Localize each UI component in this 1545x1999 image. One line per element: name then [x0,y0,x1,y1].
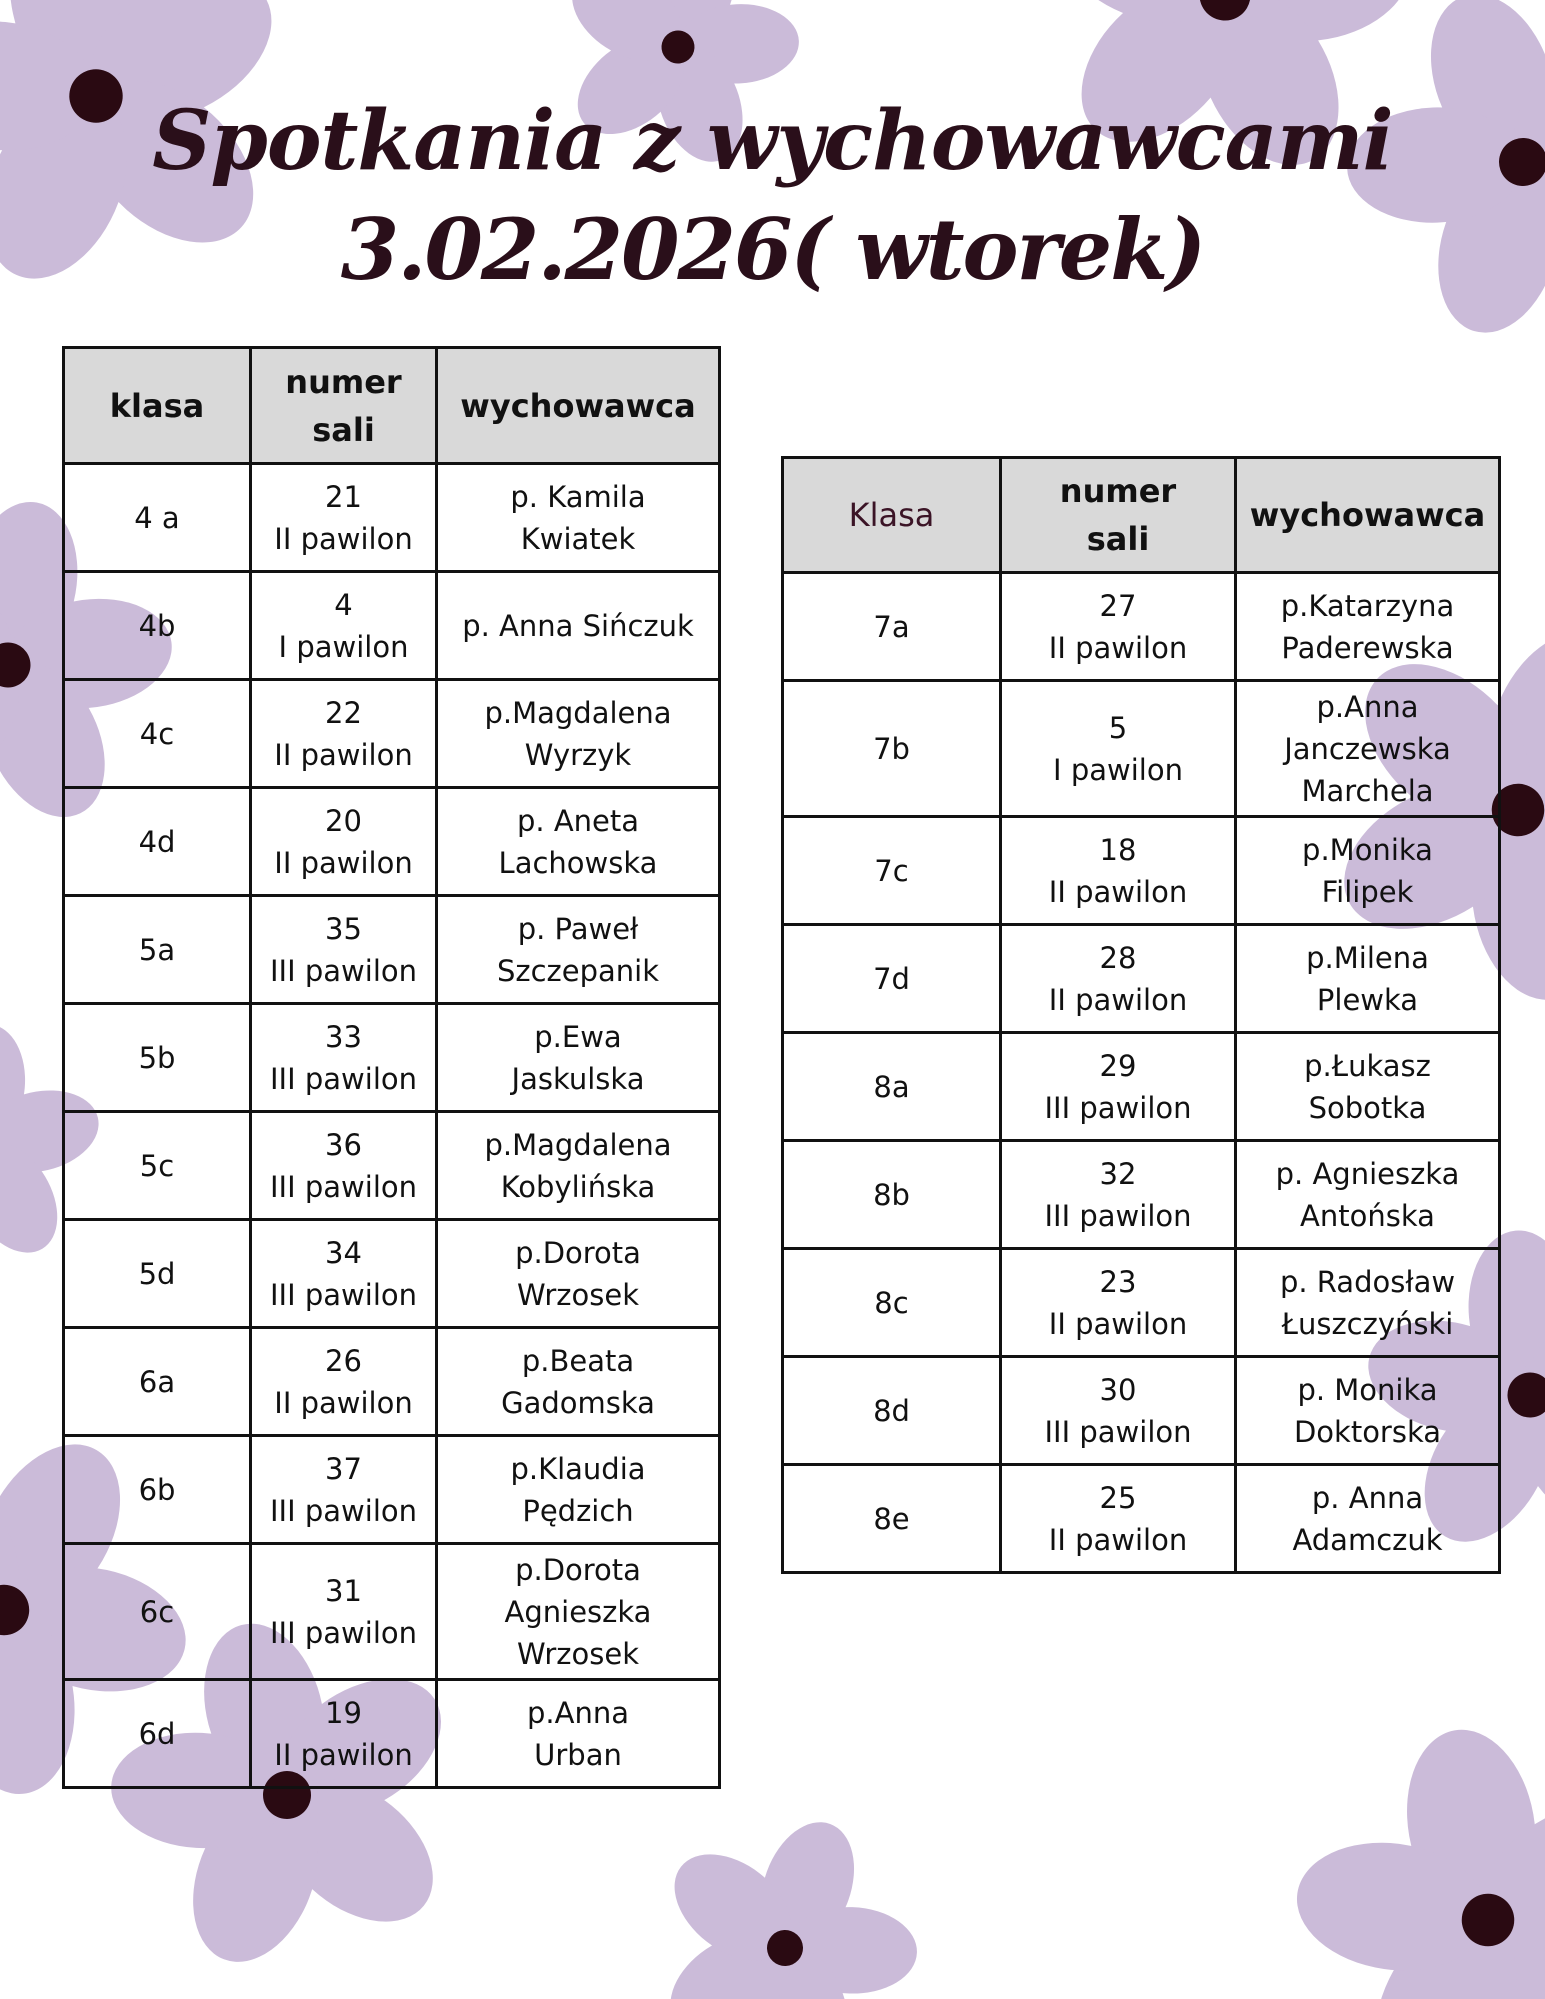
teacher-name-line: p. Monika [1297,1372,1438,1407]
pavilion-label: II pawilon [1048,1306,1188,1341]
teacher-name-line: p. Radosław [1279,1264,1456,1299]
table-row [64,896,720,1004]
table-row [64,788,720,896]
schedule-table-left [62,346,721,1789]
table-row [783,1357,1500,1465]
teacher-name-line: p. Anna [1311,1480,1424,1515]
teacher-name-line: Plewka [1316,982,1419,1017]
teacher-name-line: Łuszczyński [1281,1306,1454,1341]
column-header-wychowawca: wychowawca [1236,458,1500,573]
pavilion-label: II pawilon [1048,982,1188,1017]
cell-numer-sali [251,1328,437,1436]
teacher-name-line: p. Paweł [517,911,639,946]
table-row [64,1328,720,1436]
room-number: 31 [325,1573,362,1608]
table-row [783,1249,1500,1357]
pavilion-label: II pawilon [1048,630,1188,665]
page-subtitle-date: 3.02.2026( wtorek) [340,200,1205,299]
column-header-klasa: Klasa [783,458,1001,573]
cell-wychowawca [437,1112,720,1220]
pavilion-label: II pawilon [1048,1522,1188,1557]
cell-numer-sali [251,1436,437,1544]
teacher-name-line: p.Katarzyna [1280,588,1455,623]
pavilion-label: III pawilon [269,1169,417,1204]
teacher-name-line: Adamczuk [1292,1522,1443,1557]
pavilion-label: III pawilon [1044,1414,1192,1449]
cell-wychowawca [437,680,720,788]
cell-klasa: 7b [783,681,1001,817]
cell-klasa: 8e [783,1465,1001,1573]
pavilion-label: II pawilon [1048,874,1188,909]
cell-numer-sali [251,896,437,1004]
teacher-name-line: Jaskulska [511,1061,645,1096]
flower-icon [1255,1695,1545,1999]
cell-wychowawca [437,1544,720,1680]
teacher-name-line: Pędzich [522,1493,634,1528]
cell-numer-sali [1001,1141,1236,1249]
table-row [783,925,1500,1033]
table-body [64,464,720,1788]
column-header-numer-sali: numer sali [1001,458,1236,573]
table-header-row [783,458,1500,573]
cell-numer-sali [1001,1465,1236,1573]
pavilion-label: II pawilon [274,1737,413,1772]
teacher-name-line: Wrzosek [516,1277,639,1312]
room-number: 18 [1099,832,1137,867]
teacher-name-line: Lachowska [498,845,658,880]
teacher-name-line: Urban [534,1737,622,1772]
cell-wychowawca [1236,1465,1500,1573]
cell-wychowawca [437,1220,720,1328]
cell-wychowawca [437,1004,720,1112]
teacher-name-line: p.Beata [521,1343,635,1378]
table-row [64,572,720,680]
cell-numer-sali [1001,681,1236,817]
cell-klasa: 6c [64,1544,251,1680]
cell-numer-sali [251,680,437,788]
teacher-name-line: p.Klaudia [510,1451,646,1486]
cell-wychowawca [1236,573,1500,681]
teacher-name-line: p. Kamila [510,479,646,514]
room-number: 36 [325,1127,362,1162]
schedule-table-right [781,456,1501,1574]
table-row [64,1544,720,1680]
cell-numer-sali [1001,817,1236,925]
teacher-name-line: Kobylińska [500,1169,656,1204]
cell-numer-sali [1001,1033,1236,1141]
room-number: 37 [325,1451,362,1486]
cell-wychowawca [437,464,720,572]
cell-klasa: 5a [64,896,251,1004]
cell-wychowawca [1236,1249,1500,1357]
pavilion-label: III pawilon [269,953,417,988]
cell-numer-sali [1001,573,1236,681]
cell-klasa: 4c [64,680,251,788]
cell-wychowawca [1236,817,1500,925]
column-header-numer-sali: numer sali [251,348,437,464]
room-number: 22 [325,695,362,730]
room-number: 19 [325,1695,362,1730]
pavilion-label: I pawilon [1053,752,1183,787]
cell-klasa: 4 a [64,464,251,572]
table-row [783,1033,1500,1141]
teacher-name-line: p. Agnieszka [1275,1156,1460,1191]
table-header-row [64,348,720,464]
teacher-name-line: p.Ewa [534,1019,622,1054]
cell-numer-sali [251,788,437,896]
room-number: 26 [325,1343,362,1378]
cell-klasa: 5d [64,1220,251,1328]
column-header-wychowawca: wychowawca [437,348,720,464]
teacher-name-line: p.Dorota [515,1552,641,1587]
table-row [64,680,720,788]
cell-wychowawca [437,1680,720,1788]
table-row [783,1141,1500,1249]
cell-wychowawca [437,1436,720,1544]
pavilion-label: I pawilon [278,629,409,664]
flower-icon [609,1776,960,1999]
cell-wychowawca [437,1328,720,1436]
cell-numer-sali [251,464,437,572]
room-number: 20 [325,803,362,838]
cell-wychowawca [437,572,720,680]
teacher-name-line: p.Magdalena [484,1127,672,1162]
teacher-name-line: Doktorska [1293,1414,1442,1449]
cell-klasa: 8b [783,1141,1001,1249]
cell-numer-sali [1001,925,1236,1033]
room-number: 21 [325,479,362,514]
teacher-name-line: p.Anna [1316,689,1419,724]
cell-klasa: 4d [64,788,251,896]
teacher-name-line: Marchela [1301,773,1434,808]
pavilion-label: II pawilon [274,1385,413,1420]
room-number: 33 [325,1019,362,1054]
cell-numer-sali [251,1004,437,1112]
room-number: 5 [1108,710,1128,745]
teacher-name-line: p.Dorota [515,1235,641,1270]
teacher-name-line: Sobotka [1308,1090,1427,1125]
pavilion-label: III pawilon [269,1493,417,1528]
cell-wychowawca [1236,1141,1500,1249]
teacher-name-line: p. Anna Sińczuk [462,608,694,643]
cell-klasa: 4b [64,572,251,680]
teacher-name-line: Janczewska [1284,731,1451,766]
room-number: 35 [325,911,362,946]
cell-klasa: 5c [64,1112,251,1220]
pavilion-label: II pawilon [274,845,413,880]
cell-klasa: 8c [783,1249,1001,1357]
teacher-name-line: Filipek [1321,874,1414,909]
cell-wychowawca [437,896,720,1004]
cell-klasa: 6a [64,1328,251,1436]
table-row [783,1465,1500,1573]
room-number: 34 [325,1235,362,1270]
cell-wychowawca [1236,925,1500,1033]
pavilion-label: III pawilon [269,1061,417,1096]
pavilion-label: III pawilon [1044,1090,1192,1125]
cell-wychowawca [1236,1357,1500,1465]
cell-numer-sali [251,1680,437,1788]
teacher-name-line: p.Anna [527,1695,629,1730]
table-row [64,1004,720,1112]
teacher-name-line: Kwiatek [520,521,636,556]
teacher-name-line: Wrzosek [516,1636,639,1671]
teacher-name-line: Agnieszka [504,1594,652,1629]
column-header-klasa: klasa [64,348,251,464]
page-title: Spotkania z wychowawcami [152,93,1393,189]
teacher-name-line: Gadomska [501,1385,655,1420]
teacher-name-line: Szczepanik [496,953,660,988]
room-number: 23 [1099,1264,1137,1299]
table-row [64,1680,720,1788]
pavilion-label: III pawilon [1044,1198,1192,1233]
table-row [783,573,1500,681]
cell-wychowawca [1236,1033,1500,1141]
table-row [64,464,720,572]
cell-klasa: 7c [783,817,1001,925]
teacher-name-line: Antońska [1300,1198,1435,1233]
room-number: 32 [1099,1156,1137,1191]
cell-wychowawca [437,788,720,896]
teacher-name-line: p.Magdalena [484,695,672,730]
cell-numer-sali [251,572,437,680]
cell-klasa: 7d [783,925,1001,1033]
cell-numer-sali [1001,1357,1236,1465]
cell-numer-sali [251,1544,437,1680]
cell-numer-sali [251,1220,437,1328]
room-number: 28 [1099,940,1137,975]
room-number: 29 [1099,1048,1137,1083]
pavilion-label: III pawilon [269,1277,417,1312]
room-number: 4 [334,587,353,622]
pavilion-label: III pawilon [269,1615,417,1650]
teacher-name-line: Paderewska [1281,630,1454,665]
cell-klasa: 7a [783,573,1001,681]
room-number: 30 [1099,1372,1137,1407]
teacher-name-line: p.Milena [1306,940,1429,975]
cell-klasa: 8d [783,1357,1001,1465]
table-row [64,1220,720,1328]
room-number: 25 [1099,1480,1137,1515]
pavilion-label: II pawilon [274,521,413,556]
cell-klasa: 8a [783,1033,1001,1141]
cell-klasa: 6d [64,1680,251,1788]
teacher-name-line: p. Aneta [516,803,640,838]
teacher-name-line: p.Łukasz [1304,1048,1431,1083]
room-number: 27 [1099,588,1137,623]
table-row [64,1436,720,1544]
table-body [783,573,1500,1573]
table-row [783,681,1500,817]
pavilion-label: II pawilon [274,737,413,772]
cell-wychowawca [1236,681,1500,817]
cell-klasa: 6b [64,1436,251,1544]
cell-klasa: 5b [64,1004,251,1112]
teacher-name-line: Wyrzyk [524,737,632,772]
cell-numer-sali [251,1112,437,1220]
cell-numer-sali [1001,1249,1236,1357]
table-row [783,817,1500,925]
teacher-name-line: p.Monika [1302,832,1433,867]
table-row [64,1112,720,1220]
